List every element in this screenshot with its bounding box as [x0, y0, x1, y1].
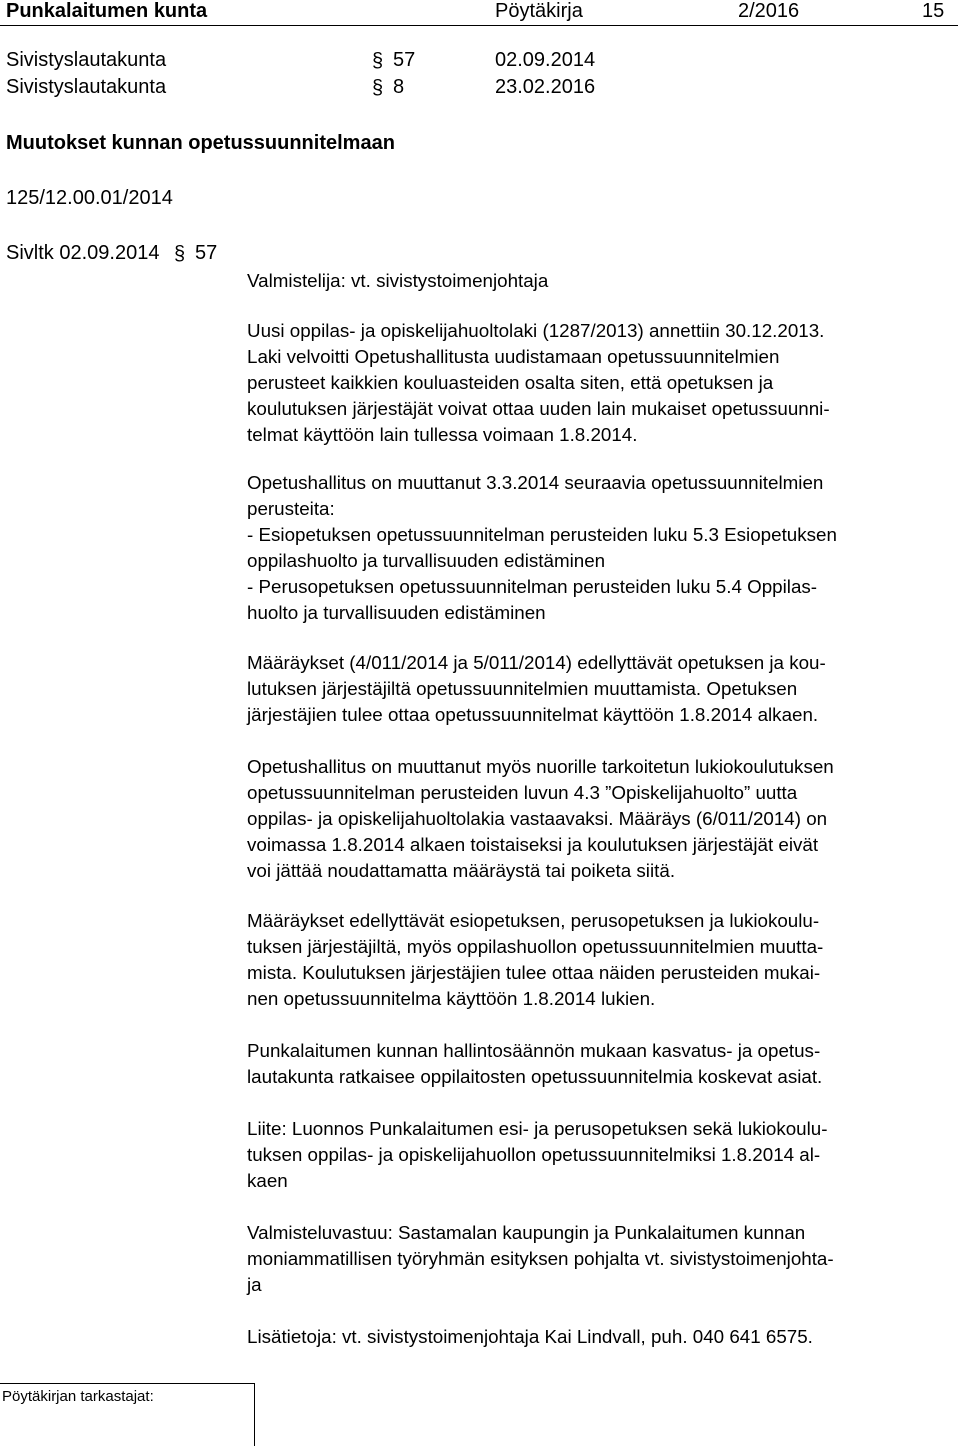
text-line: Valmisteluvastuu: Sastamalan kaupungin ja Punkalaitumen kunnan [247, 1222, 806, 1243]
text-line: ja [247, 1274, 262, 1295]
history-body-date: Sivltk 02.09.2014 [6, 242, 160, 264]
text-line: kaen [247, 1170, 288, 1191]
meeting-section-2: 8 [393, 76, 405, 98]
paragraph-contact [247, 1324, 957, 1350]
text-line: Laki velvoitti Opetushallitusta uudistamaan opetussuunnitelmien [247, 346, 780, 367]
text-line: lutuksen järjestäjiltä opetussuunnitelmien muuttamista. Opetuksen [247, 678, 798, 699]
page-number: 15 [922, 0, 945, 22]
text-line: voi jättää noudattamatta määräystä tai poiketa siitä. [247, 860, 676, 881]
text-line: voimassa 1.8.2014 alkaen toistaiseksi ja koulutuksen järjestäjät eivät [247, 834, 819, 855]
text-line: Opetushallitus on muuttanut myös nuorille tarkoitetun lukiokoulutuksen [247, 756, 834, 777]
paragraph-changes [247, 470, 957, 626]
text-line: moniammatillisen työryhmän esityksen pohjalta vt. sivistystoimenjohta- [247, 1248, 834, 1269]
text-line: koulutuksen järjestäjät voivat ottaa uuden lain mukaiset opetussuunni- [247, 398, 830, 419]
text-line: Määräykset edellyttävät esiopetuksen, perusopetuksen ja lukiokoulu- [247, 910, 820, 931]
page-title: Muutokset kunnan opetussuunnitelmaan [6, 132, 395, 154]
text-line: Liite: Luonnos Punkalaitumen esi- ja perusopetuksen sekä lukiokoulu- [247, 1118, 828, 1139]
paragraph-law [247, 318, 957, 448]
meeting-date-1: 02.09.2014 [495, 49, 596, 71]
paragraph-authority [247, 1038, 957, 1090]
text-line: perusteita: [247, 498, 335, 519]
paragraph-requirements [247, 908, 957, 1012]
footer-signature-box [0, 1383, 255, 1446]
text-line: telmat käyttöön lain tullessa voimaan 1.8.2014. [247, 424, 638, 445]
document-number: 2/2016 [738, 0, 800, 22]
paragraph-responsibility [247, 1220, 957, 1298]
text-line: lautakunta ratkaisee oppilaitosten opetussuunnitelmia koskevat asiat. [247, 1066, 823, 1087]
footer-label: Pöytäkirjan tarkastajat: [2, 1388, 154, 1405]
text-line: Opetushallitus on muuttanut 3.3.2014 seuraavia opetussuunnitelmien [247, 472, 824, 493]
svg-text:§: § [174, 243, 186, 264]
text-line: tuksen oppilas- ja opiskelijahuollon opetussuunnitelmiksi 1.8.2014 al- [247, 1144, 821, 1165]
preparer-line: Valmistelija: vt. sivistystoimenjohtaja [247, 270, 549, 291]
text-line: tuksen järjestäjiltä, myös oppilashuollon opetussuunnitelmien muutta- [247, 936, 824, 957]
document-type: Pöytäkirja [495, 0, 583, 22]
meeting-section-1: 57 [393, 49, 416, 71]
section-icon [372, 49, 388, 71]
meeting-date-2: 23.02.2016 [495, 76, 596, 98]
text-line: Lisätietoja: vt. sivistystoimenjohtaja Kai Lindvall, puh. 040 641 6575. [247, 1326, 813, 1347]
text-line: Uusi oppilas- ja opiskelijahuoltolaki (1287/2013) annettiin 30.12.2013. [247, 320, 825, 341]
document-id: 125/12.00.01/2014 [6, 187, 173, 209]
meeting-body-2: Sivistyslautakunta [6, 76, 167, 98]
meeting-body-1: Sivistyslautakunta [6, 49, 167, 71]
history-section: 57 [195, 242, 218, 264]
section-icon [174, 242, 190, 264]
text-line: - Perusopetuksen opetussuunnitelman perusteiden luku 5.4 Oppilas- [247, 576, 818, 597]
text-line: nen opetussuunnitelma käyttöön 1.8.2014 lukien. [247, 988, 656, 1009]
text-line: oppilashuolto ja turvallisuuden edistäminen [247, 550, 606, 571]
organization-name: Punkalaitumen kunta [6, 0, 208, 22]
paragraph-attachment [247, 1116, 957, 1194]
text-line: huolto ja turvallisuuden edistäminen [247, 602, 546, 623]
text-line: Määräykset (4/011/2014 ja 5/011/2014) edellyttävät opetuksen ja kou- [247, 652, 826, 673]
text-line: järjestäjien tulee ottaa opetussuunnitelmat käyttöön 1.8.2014 alkaen. [247, 704, 819, 725]
svg-text:§: § [372, 50, 384, 71]
text-line: oppilas- ja opiskelijahuoltolakia vastaavaksi. Määräys (6/011/2014) on [247, 808, 828, 829]
section-icon [372, 76, 388, 98]
paragraph-upper-secondary [247, 754, 957, 884]
paragraph-regulations [247, 650, 957, 728]
text-line: opetussuunnitelman perusteiden luvun 4.3 ”Opiskelijahuolto” uutta [247, 782, 798, 803]
text-line: perusteet kaikkien kouluasteiden osalta siten, että opetuksen ja [247, 372, 774, 393]
header-divider [0, 25, 958, 26]
text-line: - Esiopetuksen opetussuunnitelman perusteiden luku 5.3 Esiopetuksen [247, 524, 837, 545]
text-line: Punkalaitumen kunnan hallintosäännön mukaan kasvatus- ja opetus- [247, 1040, 821, 1061]
svg-text:§: § [372, 77, 384, 98]
text-line: mista. Koulutuksen järjestäjien tulee ottaa näiden perusteiden mukai- [247, 962, 821, 983]
